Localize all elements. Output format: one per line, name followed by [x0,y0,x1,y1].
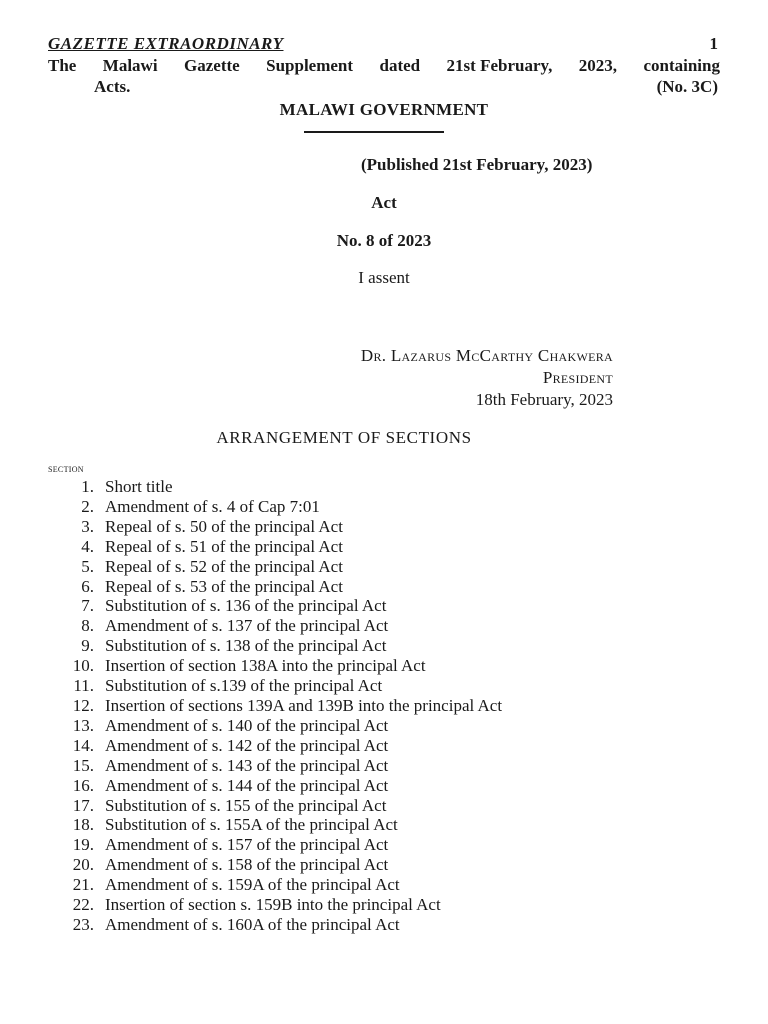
gazette-title: GAZETTE EXTRAORDINARY [48,34,284,53]
section-title: Insertion of section 138A into the principal Act [105,656,426,676]
section-title: Repeal of s. 53 of the principal Act [105,576,343,596]
section-item [48,895,728,915]
supplement-statement [48,55,720,97]
signature-block [361,345,613,411]
section-title: Repeal of s. 50 of the principal Act [105,516,343,536]
section-item [48,875,728,895]
section-title: Insertion of sections 139A and 139B into the principal Act [105,695,503,715]
supplement-word: Malawi [102,56,158,75]
section-number: 8. [81,616,94,636]
section-item [48,756,728,776]
section-item [48,815,728,835]
supplement-word: dated [379,56,421,75]
sections-list [48,477,728,935]
assent-date: 18th February, 2023 [475,390,613,409]
section-item [48,696,728,716]
supplement-word: 2023, [578,56,618,75]
section-title: Short title [105,477,173,496]
title-rule [304,131,444,133]
section-item [48,616,728,636]
section-number: 3. [81,516,94,536]
section-number: 22. [72,895,94,915]
section-number: 17. [72,795,94,815]
government-title: MALAWI GOVERNMENT [279,100,489,119]
signatory-title: President [542,368,613,387]
section-item [48,596,728,616]
section-number: 5. [81,556,94,576]
act-number: No. 8 of 2023 [336,231,432,250]
supplement-word: containing [643,56,720,75]
section-item [48,497,728,517]
section-number: 2. [81,496,94,516]
section-number: 13. [72,715,94,735]
section-number: 15. [72,755,94,775]
section-title: Repeal of s. 52 of the principal Act [105,556,343,576]
section-title: Amendment of s. 144 of the principal Act [105,775,389,795]
section-item [48,915,728,935]
section-number: 21. [72,875,94,895]
signatory-name: Dr. Lazarus McCarthy Chakwera [360,346,613,365]
section-item [48,776,728,796]
section-title: Amendment of s. 4 of Cap 7:01 [105,496,320,516]
supplement-line [48,55,720,76]
section-item [48,577,728,597]
section-item [48,656,728,676]
supplement-word: Supplement [266,56,354,75]
section-number: 16. [72,775,94,795]
section-title: Amendment of s. 159A of the principal Act [105,875,400,895]
act-label: Act [371,193,397,212]
supplement-word: Gazette [184,56,240,75]
section-title: Repeal of s. 51 of the principal Act [105,536,343,556]
gazette-header [48,34,718,56]
section-title: Amendment of s. 158 of the principal Act [105,855,389,875]
section-title: Amendment of s. 143 of the principal Act [105,755,389,775]
section-item [48,557,728,577]
section-item [48,716,728,736]
section-number: 7. [81,596,94,616]
arrangement-heading: ARRANGEMENT OF SECTIONS [216,428,472,447]
supplement-number: (No. 3C) [656,77,718,96]
section-title: Insertion of section s. 159B into the principal Act [105,895,441,915]
section-number: 20. [72,855,94,875]
section-title: Amendment of s. 142 of the principal Act [105,735,389,755]
section-title: Substitution of s. 155 of the principal Act [105,795,387,815]
section-number: 4. [81,536,94,556]
section-title: Amendment of s. 157 of the principal Act [105,835,389,855]
section-item [48,835,728,855]
section-title: Amendment of s. 137 of the principal Act [105,616,389,636]
section-number: 9. [81,636,94,656]
section-number: 6. [81,576,94,596]
section-item [48,736,728,756]
section-number: 23. [72,914,94,934]
published-date: (Published 21st February, 2023) [361,155,593,174]
section-item [48,636,728,656]
assent-text: I assent [358,268,410,287]
section-item [48,796,728,816]
section-number: 14. [72,735,94,755]
section-item [48,517,728,537]
section-title: Substitution of s. 138 of the principal Act [105,636,387,656]
section-item [48,676,728,696]
section-title: Substitution of s. 136 of the principal Act [105,596,387,616]
supplement-word: 21st February, [446,56,553,75]
page-number: 1 [709,34,718,53]
section-item [48,537,728,557]
section-title: Amendment of s. 160A of the principal Act [105,914,400,934]
section-number: 10. [72,656,94,676]
supplement-line [48,76,720,97]
section-title: Substitution of s.139 of the principal Act [105,676,383,696]
section-number: 1. [81,477,94,496]
section-number: 12. [72,695,94,715]
section-number: 11. [73,676,94,696]
section-number: 19. [72,835,94,855]
section-title: Amendment of s. 140 of the principal Act [105,715,389,735]
section-number: 18. [72,815,94,835]
section-item [48,477,728,497]
section-item [48,855,728,875]
supplement-word: The [48,56,77,75]
section-title: Substitution of s. 155A of the principal Act [105,815,398,835]
section-column-label: section [48,461,84,475]
supplement-acts-label: Acts. [94,77,131,96]
